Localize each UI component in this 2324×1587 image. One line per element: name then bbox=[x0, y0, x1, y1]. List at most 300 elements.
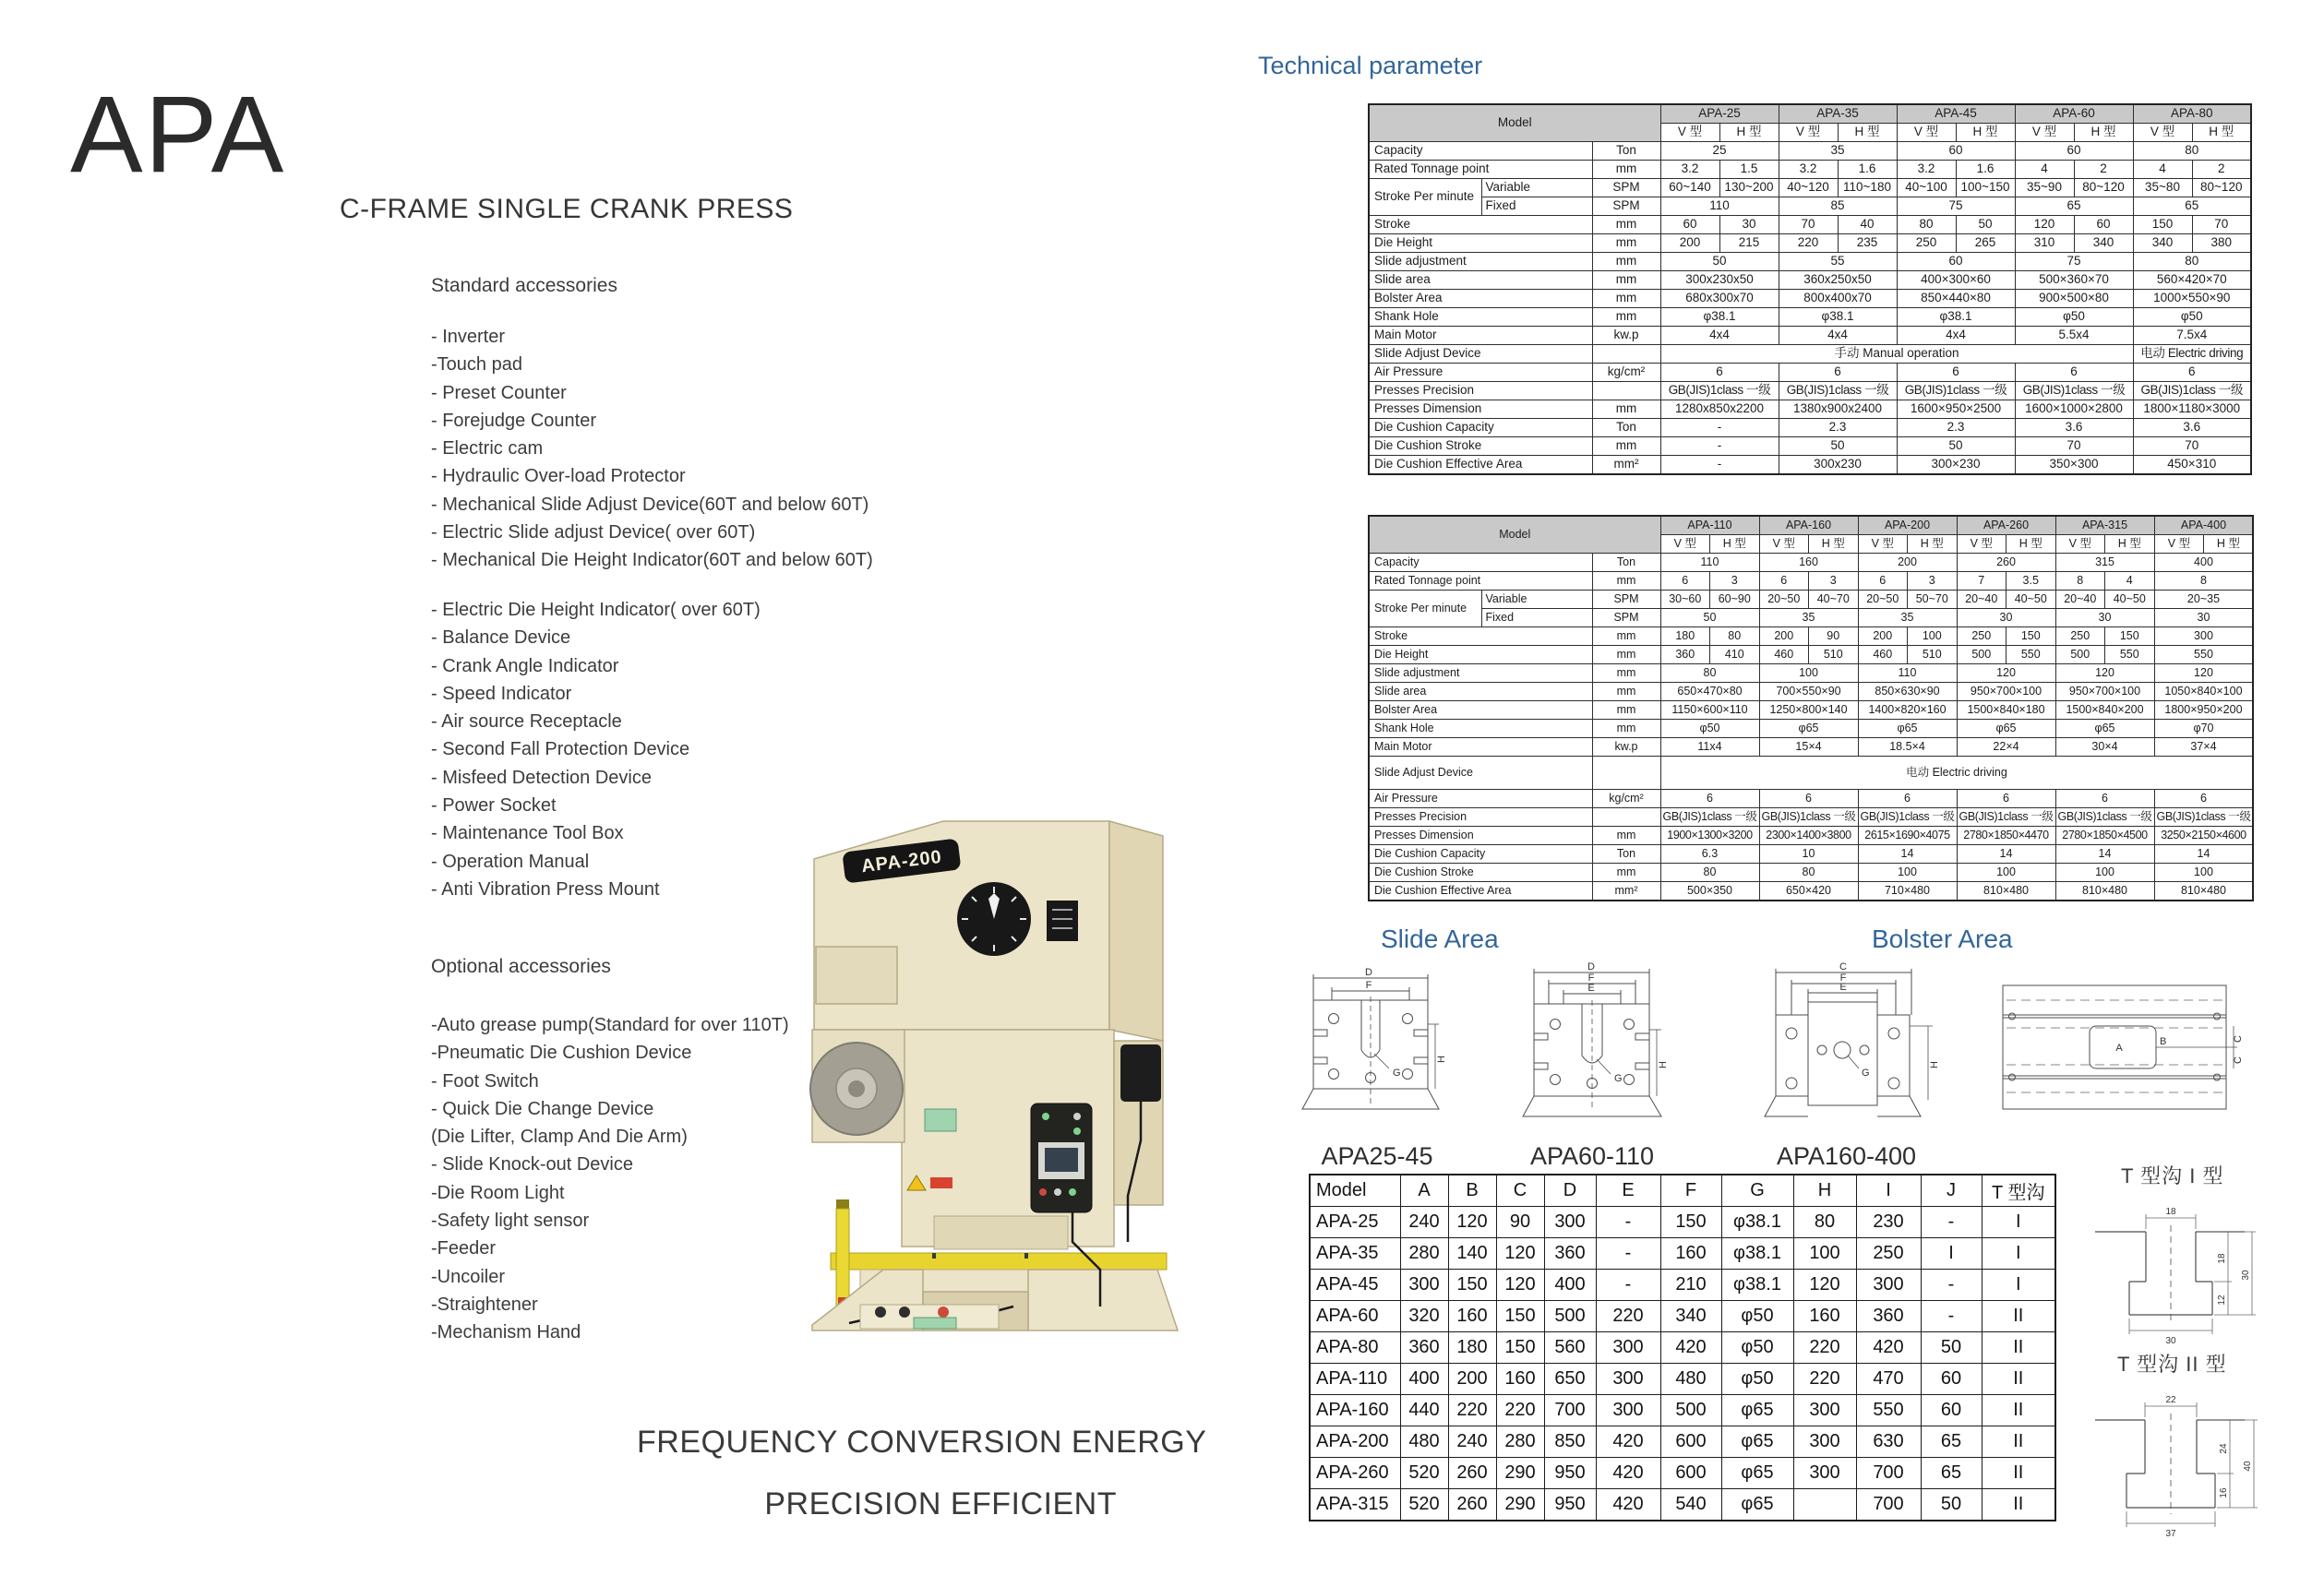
spec-value: 80 bbox=[1897, 216, 1956, 234]
spec-row-label: Slide Adjust Device bbox=[1369, 757, 1592, 790]
spec-value: 560×420×70 bbox=[2133, 271, 2251, 290]
dim-value: φ50 bbox=[1721, 1301, 1793, 1332]
spec-value: 7.5x4 bbox=[2133, 327, 2251, 345]
spec-value: 4 bbox=[2105, 572, 2155, 591]
spec-value: 4x4 bbox=[1897, 327, 2015, 345]
spec-model-header: APA-200 bbox=[1858, 516, 1957, 535]
dim-value: II bbox=[1982, 1332, 2055, 1364]
spec-value: 6 bbox=[2133, 364, 2251, 382]
svg-text:H: H bbox=[1929, 1061, 1940, 1068]
spec-value: 2 bbox=[2074, 161, 2133, 179]
spec-row-label: Air Pressure bbox=[1369, 790, 1592, 808]
spec-value: 85 bbox=[1779, 197, 1897, 216]
dim-value: II bbox=[1982, 1364, 2055, 1395]
spec-sublabel: Variable bbox=[1481, 591, 1592, 609]
dim-value: 520 bbox=[1400, 1489, 1448, 1521]
spec-value: GB(JIS)1class 一级 bbox=[1897, 382, 2015, 400]
dim-value: 120 bbox=[1496, 1238, 1544, 1270]
spec-value: 550 bbox=[2007, 646, 2056, 664]
dim-value: 280 bbox=[1400, 1238, 1448, 1270]
spec-value: 35 bbox=[1858, 609, 1957, 627]
spec-value: 3 bbox=[1809, 572, 1859, 591]
spec-row-label: Stroke bbox=[1369, 216, 1592, 234]
spec-value: 4 bbox=[2133, 161, 2192, 179]
spec-type-header: V 型 bbox=[2133, 124, 2192, 142]
spec-value: 315 bbox=[2055, 554, 2154, 572]
spec-value: 710×480 bbox=[1858, 882, 1957, 901]
dim-model: APA-60 bbox=[1310, 1301, 1400, 1332]
dim-value: 150 bbox=[1448, 1270, 1496, 1301]
spec-value: 300x230 bbox=[1779, 456, 1897, 475]
accessory-item: - Balance Device bbox=[431, 627, 571, 649]
svg-text:H: H bbox=[1436, 1056, 1447, 1063]
spec-value: 1250×800×140 bbox=[1759, 701, 1858, 720]
spec-value: 6 bbox=[2055, 790, 2154, 808]
dim-value: 600 bbox=[1660, 1426, 1721, 1458]
spec-value: 110 bbox=[1660, 554, 1759, 572]
accessory-item: - Electric cam bbox=[431, 438, 544, 459]
spec-row-label: Rated Tonnage point bbox=[1369, 161, 1592, 179]
spec-value: 360x250x50 bbox=[1779, 271, 1897, 290]
dim-model: APA-315 bbox=[1310, 1489, 1400, 1521]
dim-header: J bbox=[1921, 1175, 1982, 1207]
dim-value: II bbox=[1982, 1458, 2055, 1489]
dim-value: 210 bbox=[1660, 1270, 1721, 1301]
spec-model-header: APA-315 bbox=[2055, 516, 2154, 535]
dim-row bbox=[1310, 1301, 2055, 1332]
spec-value: 1500×840×200 bbox=[2055, 701, 2154, 720]
tagline-line2: PRECISION EFFICIENT bbox=[764, 1486, 1117, 1521]
spec-unit: mm bbox=[1592, 290, 1660, 308]
spec-value: 300 bbox=[2154, 627, 2253, 646]
spec-value: 70 bbox=[2015, 437, 2133, 456]
spec-model-header: APA-160 bbox=[1759, 516, 1858, 535]
spec-value: GB(JIS)1class 一级 bbox=[1957, 808, 2055, 827]
svg-text:B: B bbox=[2160, 1036, 2167, 1047]
spec-value: 110 bbox=[1858, 664, 1957, 683]
spec-value: 40~50 bbox=[2105, 591, 2155, 609]
dim-value: φ65 bbox=[1721, 1489, 1793, 1521]
dim-header: B bbox=[1448, 1175, 1496, 1207]
dim-value: 300 bbox=[1596, 1332, 1660, 1364]
spec-value: 650×420 bbox=[1759, 882, 1858, 901]
spec-value: 120 bbox=[2015, 216, 2074, 234]
dim-value: 140 bbox=[1448, 1238, 1496, 1270]
tslot-type2-diagram bbox=[2078, 1378, 2295, 1545]
spec-value: φ70 bbox=[2154, 720, 2253, 738]
spec-row-label: Die Height bbox=[1369, 646, 1592, 664]
spec-value: 15×4 bbox=[1759, 738, 1858, 757]
spec-unit: SPM bbox=[1592, 609, 1660, 627]
spec-value: 50 bbox=[1779, 437, 1897, 456]
spec-value: 650×470×80 bbox=[1660, 683, 1759, 701]
dim-value bbox=[1793, 1489, 1856, 1521]
dim-value: 950 bbox=[1544, 1489, 1596, 1521]
spec-value: 30×4 bbox=[2055, 738, 2154, 757]
spec-value: 850×440×80 bbox=[1897, 290, 2015, 308]
spec-value: GB(JIS)1class 一级 bbox=[2055, 808, 2154, 827]
dim-value: 360 bbox=[1544, 1238, 1596, 1270]
spec-value: 20~50 bbox=[1759, 591, 1809, 609]
dim-value: 260 bbox=[1448, 1458, 1496, 1489]
spec-row-label: Slide area bbox=[1369, 683, 1592, 701]
spec-value: 60 bbox=[2015, 142, 2133, 161]
spec-value: 100 bbox=[2055, 864, 2154, 882]
spec-value: 200 bbox=[1858, 554, 1957, 572]
dim-value: II bbox=[1982, 1395, 2055, 1426]
spec-value: GB(JIS)1class 一级 bbox=[2154, 808, 2253, 827]
dim-header: G bbox=[1721, 1175, 1793, 1207]
technical-parameter-heading: Technical parameter bbox=[1258, 52, 1483, 79]
spec-value: 950×700×100 bbox=[2055, 683, 2154, 701]
spec-value: 6 bbox=[2015, 364, 2133, 382]
dim-row bbox=[1310, 1489, 2055, 1521]
spec-type-header: H 型 bbox=[1809, 535, 1859, 554]
spec-model-header: APA-110 bbox=[1660, 516, 1759, 535]
spec-corner-label: Model bbox=[1369, 516, 1660, 554]
spec-value: 550 bbox=[2105, 646, 2155, 664]
dim-row bbox=[1310, 1332, 2055, 1364]
spec-value: 500 bbox=[2055, 646, 2105, 664]
spec-value: 3 bbox=[1908, 572, 1958, 591]
spec-value: 3.2 bbox=[1779, 161, 1838, 179]
spec-value: 60~140 bbox=[1660, 179, 1719, 197]
spec-value: 1150×600×110 bbox=[1660, 701, 1759, 720]
spec-table bbox=[1368, 103, 2252, 475]
spec-value: 1500×840×180 bbox=[1957, 701, 2055, 720]
spec-unit: mm bbox=[1592, 720, 1660, 738]
dim-value: 300 bbox=[1400, 1270, 1448, 1301]
spec-unit: mm bbox=[1592, 664, 1660, 683]
spec-value: 235 bbox=[1838, 234, 1897, 253]
spec-value: 1900×1300×3200 bbox=[1660, 827, 1759, 845]
spec-value: 850×630×90 bbox=[1858, 683, 1957, 701]
svg-text:30: 30 bbox=[2165, 1336, 2176, 1346]
spec-value: 2780×1850×4500 bbox=[2055, 827, 2154, 845]
dim-value: 700 bbox=[1856, 1458, 1921, 1489]
accessory-item: - Electric Slide adjust Device( over 60T) bbox=[431, 522, 756, 543]
spec-sublabel: Variable bbox=[1481, 179, 1592, 197]
spec-type-header: V 型 bbox=[2154, 535, 2204, 554]
dim-value: 420 bbox=[1856, 1332, 1921, 1364]
dim-value: 160 bbox=[1660, 1238, 1721, 1270]
spec-value: 80 bbox=[1660, 664, 1759, 683]
spec-value: 130~200 bbox=[1719, 179, 1779, 197]
svg-text:D: D bbox=[1587, 961, 1595, 972]
spec-value: 160 bbox=[1759, 554, 1858, 572]
spec-unit: mm bbox=[1592, 864, 1660, 882]
spec-row-label: Capacity bbox=[1369, 554, 1592, 572]
svg-text:24: 24 bbox=[2219, 1443, 2229, 1454]
dim-value: 600 bbox=[1660, 1458, 1721, 1489]
dim-value: 290 bbox=[1496, 1489, 1544, 1521]
spec-value: 35~90 bbox=[2015, 179, 2074, 197]
crank-angle-dial-icon bbox=[957, 882, 1031, 956]
svg-text:G: G bbox=[1614, 1073, 1623, 1084]
spec-row-label: Slide adjustment bbox=[1369, 253, 1592, 271]
accessory-item: - Operation Manual bbox=[431, 851, 590, 872]
spec-value: 3.6 bbox=[2015, 419, 2133, 437]
spec-value: 2300×1400×3800 bbox=[1759, 827, 1858, 845]
optional-accessories-list bbox=[431, 1011, 789, 1347]
spec-value: 30~60 bbox=[1660, 591, 1710, 609]
accessory-item: - Mechanical Slide Adjust Device(60T and below 60T) bbox=[431, 494, 869, 515]
spec-value: 100 bbox=[1957, 864, 2055, 882]
spec-row-label: Slide Adjust Device bbox=[1369, 345, 1592, 364]
dim-value: 150 bbox=[1660, 1207, 1721, 1238]
spec-value: 1800×950×200 bbox=[2154, 701, 2253, 720]
spec-value: 70 bbox=[2192, 216, 2251, 234]
spec-value: 6.3 bbox=[1660, 845, 1759, 864]
spec-unit: mm bbox=[1592, 216, 1660, 234]
spec-unit: Ton bbox=[1592, 419, 1660, 437]
spec-value: 65 bbox=[2133, 197, 2251, 216]
dim-value: II bbox=[1982, 1426, 2055, 1458]
dim-value: 700 bbox=[1856, 1489, 1921, 1521]
standard-accessories-list-1 bbox=[431, 323, 873, 575]
spec-unit: mm² bbox=[1592, 882, 1660, 901]
spec-value: 6 bbox=[1897, 364, 2015, 382]
spec-model-header: APA-25 bbox=[1660, 104, 1779, 124]
spec-unit: SPM bbox=[1592, 591, 1660, 609]
spec-row-label: Slide adjustment bbox=[1369, 664, 1592, 683]
dim-value: I bbox=[1982, 1270, 2055, 1301]
control-panel-icon bbox=[1031, 1104, 1092, 1212]
spec-value: 100 bbox=[2154, 864, 2253, 882]
spec-value: 80 bbox=[2133, 253, 2251, 271]
accessory-item: - Foot Switch bbox=[431, 1070, 539, 1092]
dim-row bbox=[1310, 1207, 2055, 1238]
spec-value: 20~50 bbox=[1858, 591, 1908, 609]
spec-value: 810×480 bbox=[2154, 882, 2253, 901]
spec-value: 14 bbox=[1858, 845, 1957, 864]
dim-row bbox=[1310, 1395, 2055, 1426]
spec-value: 3 bbox=[1710, 572, 1760, 591]
spec-value: 3250×2150×4600 bbox=[2154, 827, 2253, 845]
spec-value: 100~150 bbox=[1956, 179, 2015, 197]
accessory-item: - Quick Die Change Device bbox=[431, 1098, 654, 1119]
dim-value: 60 bbox=[1921, 1395, 1982, 1426]
dim-value: 50 bbox=[1921, 1489, 1982, 1521]
svg-text:12: 12 bbox=[2217, 1295, 2227, 1306]
accessory-item: - Forejudge Counter bbox=[431, 410, 596, 431]
dim-value: 230 bbox=[1856, 1207, 1921, 1238]
dim-value: 520 bbox=[1400, 1458, 1448, 1489]
dim-value: 300 bbox=[1793, 1426, 1856, 1458]
spec-value: 1400×820×160 bbox=[1858, 701, 1957, 720]
dim-value: 90 bbox=[1496, 1207, 1544, 1238]
spec-value: 300×230 bbox=[1897, 456, 2015, 475]
spec-row-label: Capacity bbox=[1369, 142, 1592, 161]
spec-value: 120 bbox=[2154, 664, 2253, 683]
dim-model: APA-260 bbox=[1310, 1458, 1400, 1489]
dim-value: φ38.1 bbox=[1721, 1270, 1793, 1301]
spec-value: 400×300×60 bbox=[1897, 271, 2015, 290]
dim-value: 240 bbox=[1448, 1426, 1496, 1458]
spec-value: 1380x900x2400 bbox=[1779, 400, 1897, 419]
accessory-item: - Crank Angle Indicator bbox=[431, 655, 619, 676]
spec-value: 1.6 bbox=[1956, 161, 2015, 179]
dim-row bbox=[1310, 1238, 2055, 1270]
dim-value: 480 bbox=[1400, 1426, 1448, 1458]
accessory-item: - Electric Die Height Indicator( over 60T) bbox=[431, 600, 761, 620]
dim-value: 440 bbox=[1400, 1395, 1448, 1426]
spec-value: 2780×1850×4470 bbox=[1957, 827, 2055, 845]
spec-row-label: Die Cushion Effective Area bbox=[1369, 882, 1592, 901]
spec-value: 680x300x70 bbox=[1660, 290, 1779, 308]
spec-value: 6 bbox=[1858, 790, 1957, 808]
spec-unit: mm bbox=[1592, 400, 1660, 419]
slide-area-heading: Slide Area bbox=[1381, 925, 1499, 953]
dim-value: 300 bbox=[1856, 1270, 1921, 1301]
spec-value: 510 bbox=[1809, 646, 1859, 664]
spec-value: 410 bbox=[1710, 646, 1760, 664]
dim-value: 280 bbox=[1496, 1426, 1544, 1458]
spec-value: 215 bbox=[1719, 234, 1779, 253]
spec-value: 20~40 bbox=[2055, 591, 2105, 609]
spec-row-label: Main Motor bbox=[1369, 738, 1592, 757]
model-dimension-table bbox=[1309, 1174, 2056, 1521]
svg-text:22: 22 bbox=[2165, 1395, 2176, 1405]
spec-value: 250 bbox=[1957, 627, 2007, 646]
dim-value: 250 bbox=[1856, 1238, 1921, 1270]
dim-value: 300 bbox=[1793, 1395, 1856, 1426]
dim-value: 850 bbox=[1544, 1426, 1596, 1458]
spec-table bbox=[1368, 515, 2254, 901]
accessory-item: -Safety light sensor bbox=[431, 1211, 590, 1232]
svg-text:C: C bbox=[1839, 961, 1847, 972]
spec-value: 5.5x4 bbox=[2015, 327, 2133, 345]
spec-value: 80 bbox=[1759, 864, 1858, 882]
product-subtitle: C-FRAME SINGLE CRANK PRESS bbox=[340, 194, 794, 224]
tslot-type1-diagram bbox=[2078, 1190, 2295, 1354]
spec-value: φ50 bbox=[1660, 720, 1759, 738]
spec-value: 110~180 bbox=[1838, 179, 1897, 197]
spec-row-label: Die Cushion Effective Area bbox=[1369, 456, 1592, 475]
spec-value: φ65 bbox=[1759, 720, 1858, 738]
dim-value: 240 bbox=[1400, 1207, 1448, 1238]
dim-value: - bbox=[1921, 1270, 1982, 1301]
spec-value: 4 bbox=[2015, 161, 2074, 179]
spec-unit: mm bbox=[1592, 627, 1660, 646]
dim-value: 120 bbox=[1793, 1270, 1856, 1301]
slide-area-diagram-apa60-110 bbox=[1506, 961, 1677, 1132]
motor-box-icon bbox=[1120, 1044, 1161, 1102]
dim-value: 120 bbox=[1496, 1270, 1544, 1301]
accessory-item: -Die Room Light bbox=[431, 1182, 565, 1203]
spec-value: 1000×550×90 bbox=[2133, 290, 2251, 308]
dim-value: 180 bbox=[1448, 1332, 1496, 1364]
spec-type-header: H 型 bbox=[1719, 124, 1779, 142]
spec-value: 50 bbox=[1660, 253, 1779, 271]
press-machine-illustration bbox=[796, 808, 1202, 1337]
accessory-item: -Straightener bbox=[431, 1294, 538, 1315]
dim-value: 420 bbox=[1596, 1458, 1660, 1489]
spec-value: 50 bbox=[1956, 216, 2015, 234]
bolster-area-heading: Bolster Area bbox=[1872, 925, 2013, 953]
spec-value: 380 bbox=[2192, 234, 2251, 253]
spec-unit: Ton bbox=[1592, 845, 1660, 864]
spec-value: 14 bbox=[1957, 845, 2055, 864]
dim-value: 360 bbox=[1856, 1301, 1921, 1332]
spec-value: 40~100 bbox=[1897, 179, 1956, 197]
spec-row-label: Die Height bbox=[1369, 234, 1592, 253]
accessory-item: - Power Socket bbox=[431, 795, 557, 817]
spec-row-label: Presses Dimension bbox=[1369, 400, 1592, 419]
spec-value: 100 bbox=[1908, 627, 1958, 646]
dim-value: 420 bbox=[1660, 1332, 1721, 1364]
dim-model: APA-35 bbox=[1310, 1238, 1400, 1270]
spec-value: 500×350 bbox=[1660, 882, 1759, 901]
dim-value: 220 bbox=[1793, 1332, 1856, 1364]
spec-unit: mm bbox=[1592, 701, 1660, 720]
dim-value: 290 bbox=[1496, 1458, 1544, 1489]
dim-header: I bbox=[1856, 1175, 1921, 1207]
spec-value: 6 bbox=[1957, 790, 2055, 808]
spec-value: GB(JIS)1class 一级 bbox=[2015, 382, 2133, 400]
dim-header: T 型沟 bbox=[1982, 1175, 2055, 1207]
spec-value: GB(JIS)1class 一级 bbox=[1660, 808, 1759, 827]
spec-value: 手动 Manual operation bbox=[1660, 345, 2133, 364]
spec-type-header: V 型 bbox=[1779, 124, 1838, 142]
dimension-table bbox=[1309, 1174, 2056, 1521]
dim-value: 560 bbox=[1544, 1332, 1596, 1364]
spec-value: 6 bbox=[1759, 790, 1858, 808]
spec-row-label: Die Cushion Capacity bbox=[1369, 845, 1592, 864]
accessory-item: (Die Lifter, Clamp And Die Arm) bbox=[431, 1127, 688, 1148]
spec-row-label: Stroke bbox=[1369, 627, 1592, 646]
dim-header: H bbox=[1793, 1175, 1856, 1207]
spec-value: 80 bbox=[1660, 864, 1759, 882]
spec-type-header: H 型 bbox=[1710, 535, 1760, 554]
slide-area-diagram-apa25-45 bbox=[1288, 965, 1454, 1128]
spec-value: 150 bbox=[2105, 627, 2155, 646]
flywheel-icon bbox=[810, 1043, 903, 1135]
accessory-item: - Misfeed Detection Device bbox=[431, 767, 652, 788]
dim-value: 340 bbox=[1660, 1301, 1721, 1332]
spec-value: 950×700×100 bbox=[1957, 683, 2055, 701]
spec-value: φ50 bbox=[2015, 308, 2133, 327]
spec-sublabel: Fixed bbox=[1481, 197, 1592, 216]
spec-value: 50~70 bbox=[1908, 591, 1958, 609]
spec-value: 80~120 bbox=[2074, 179, 2133, 197]
spec-model-header: APA-35 bbox=[1779, 104, 1897, 124]
spec-unit: mm bbox=[1592, 572, 1660, 591]
spec-value: 35 bbox=[1779, 142, 1897, 161]
dim-value: 220 bbox=[1793, 1364, 1856, 1395]
spec-value: 50 bbox=[1660, 609, 1759, 627]
dim-value: φ50 bbox=[1721, 1364, 1793, 1395]
spec-value: 1050×840×100 bbox=[2154, 683, 2253, 701]
slide-area-diagram-apa160-400 bbox=[1739, 961, 1951, 1132]
svg-text:G: G bbox=[1393, 1068, 1401, 1079]
spec-value: 37×4 bbox=[2154, 738, 2253, 757]
dim-value: - bbox=[1596, 1207, 1660, 1238]
accessory-item: -Auto grease pump(Standard for over 110T) bbox=[431, 1015, 789, 1035]
spec-unit: mm bbox=[1592, 253, 1660, 271]
spec-value: 100 bbox=[1759, 664, 1858, 683]
spec-unit: kg/cm² bbox=[1592, 790, 1660, 808]
spec-value: 8 bbox=[2154, 572, 2253, 591]
spec-value: 150 bbox=[2007, 627, 2056, 646]
spec-value: 500×360×70 bbox=[2015, 271, 2133, 290]
dim-model: APA-45 bbox=[1310, 1270, 1400, 1301]
spec-value: 250 bbox=[1897, 234, 1956, 253]
spec-value: φ65 bbox=[1858, 720, 1957, 738]
spec-model-header: APA-400 bbox=[2154, 516, 2253, 535]
bolster-area-diagram bbox=[1990, 974, 2245, 1128]
dim-value: 540 bbox=[1660, 1489, 1721, 1521]
